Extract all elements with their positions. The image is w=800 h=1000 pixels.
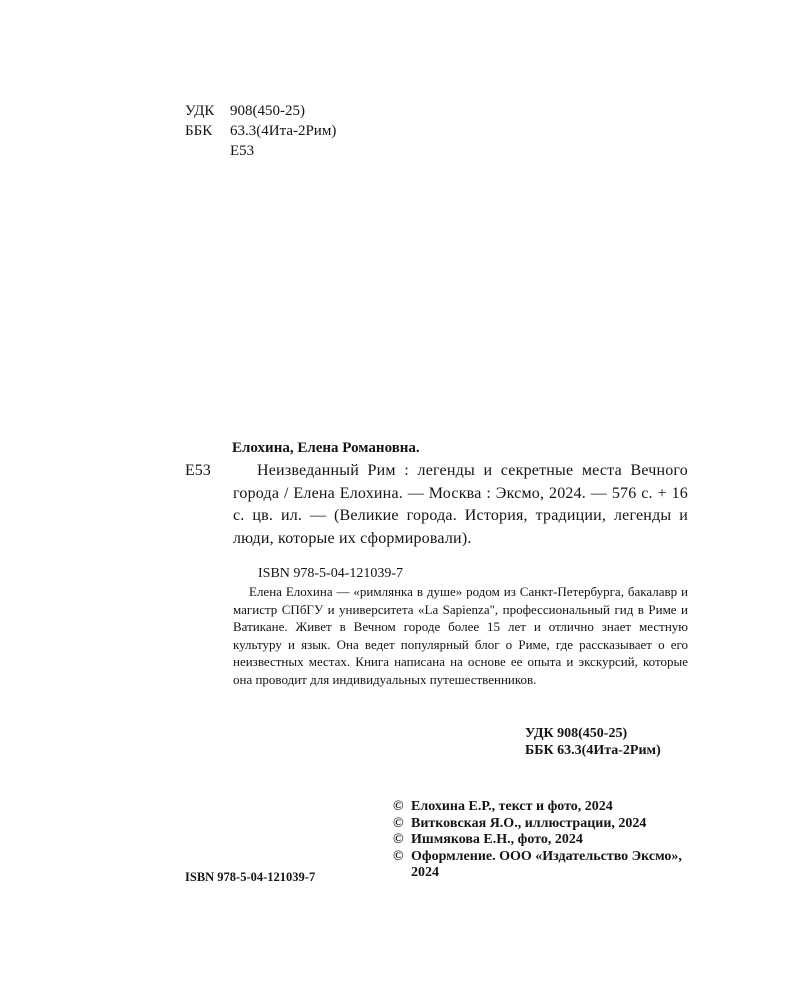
card-isbn: ISBN 978-5-04-121039-7: [258, 566, 404, 581]
copyright-line: © Елохина Е.Р., текст и фото, 2024: [393, 799, 613, 814]
udk-row: [185, 101, 336, 121]
catalog-code: Е53: [185, 462, 211, 479]
bibliographic-description: Неизведанный Рим : легенды и секретные места Вечного города / Елена Елохина. — Москва : Эксмо, 2024. — 576 с. + 16 с. цв. ил. — (Великие города. История, традиции, легенды и люди, которые их сформировали).: [233, 462, 688, 547]
bbk-value: 63.3(4Ита-2Рим): [230, 123, 337, 139]
copyright-block: [393, 799, 693, 882]
copyright-icon: ©: [393, 799, 404, 814]
udk-label: УДК: [185, 103, 215, 119]
author-mark-row: [185, 141, 336, 161]
author-mark: Е53: [230, 143, 255, 159]
copyright-line: © Ишмякова Е.Н., фото, 2024: [393, 832, 583, 847]
annotation: Елена Елохина — «римлянка в душе» родом из Санкт-Петербурга, бакалавр и магистр СПбГУ и университета «La Sapienza", профессиональный гид в Риме и Ватикане. Живет в Вечном городе более 15 лет и отлично знает местную культуру и язык. Она ведет популярный блог о Риме, где рассказывает о его неизвестных местах. Книга написана на основе ее опыта и экскурсий, которые она проводит для индивидуальных путешественников.: [233, 584, 688, 687]
copyright-icon: ©: [393, 832, 404, 847]
bbk-label: ББК: [185, 123, 213, 139]
copyright-line: © Оформление. ООО «Издательство Эксмо», 2024: [393, 848, 682, 880]
copyright-icon: ©: [393, 848, 404, 864]
classification-bottom: [525, 725, 661, 759]
bbk-row: [185, 121, 336, 141]
udk-bottom: УДК 908(450-25): [525, 726, 628, 741]
author-heading: Елохина, Елена Романовна.: [232, 440, 420, 456]
copyright-line: © Витковская Я.О., иллюстрации, 2024: [393, 815, 647, 831]
udk-value: 908(450-25): [230, 103, 305, 119]
isbn-bottom: ISBN 978-5-04-121039-7: [185, 870, 316, 884]
bbk-bottom: ББК 63.3(4Ита-2Рим): [525, 743, 661, 758]
classification-block: [185, 101, 336, 161]
copyright-icon: ©: [393, 815, 404, 831]
